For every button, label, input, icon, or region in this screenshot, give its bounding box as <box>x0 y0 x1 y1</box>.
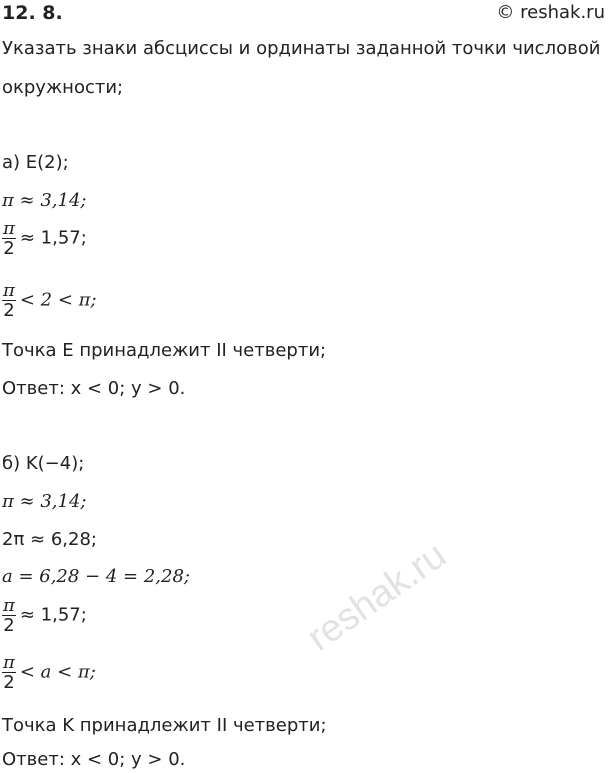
watermark: reshak.ru <box>300 534 454 660</box>
part-b-a-calc: a = 6,28 − 4 = 2,28; <box>2 566 190 587</box>
fraction: $\frac{\pi}{2}$ <box>3 218 15 259</box>
part-a-inequality: $\frac{\pi}{2}$ < 2 < π; <box>3 280 97 321</box>
part-a-conclusion: Точка E принадлежит II четверти; <box>2 340 327 361</box>
part-a-label: а) E(2); <box>2 152 69 173</box>
part-a-answer: Ответ: x < 0; y > 0. <box>2 378 186 399</box>
fraction: $\frac{\pi}{2}$ <box>3 595 15 636</box>
site-credit: © reshak.ru <box>496 2 605 23</box>
fraction: $\frac{\pi}{2}$ <box>3 652 15 693</box>
part-a-pi-approx: π ≈ 3,14; <box>2 190 87 211</box>
part-a-half-pi: $\frac{\pi}{2}$ ≈ 1,57; <box>3 218 87 259</box>
part-b-pi-approx: π ≈ 3,14; <box>2 491 87 512</box>
task-number: 12. 8. <box>2 2 63 24</box>
part-b-conclusion: Точка K принадлежит II четверти; <box>2 715 327 736</box>
part-b-inequality: $\frac{\pi}{2}$ < a < π; <box>3 652 96 693</box>
task-text-line1: Указать знаки абсциссы и ординаты заданной точки числовой <box>2 38 601 59</box>
part-b-half-pi: $\frac{\pi}{2}$ ≈ 1,57; <box>3 595 87 636</box>
part-b-answer: Ответ: x < 0; y > 0. <box>2 749 186 770</box>
task-text-line2: окружности; <box>2 77 124 98</box>
part-b-label: б) K(−4); <box>2 453 85 474</box>
part-b-two-pi: 2π ≈ 6,28; <box>2 529 97 550</box>
fraction: $\frac{\pi}{2}$ <box>3 280 15 321</box>
